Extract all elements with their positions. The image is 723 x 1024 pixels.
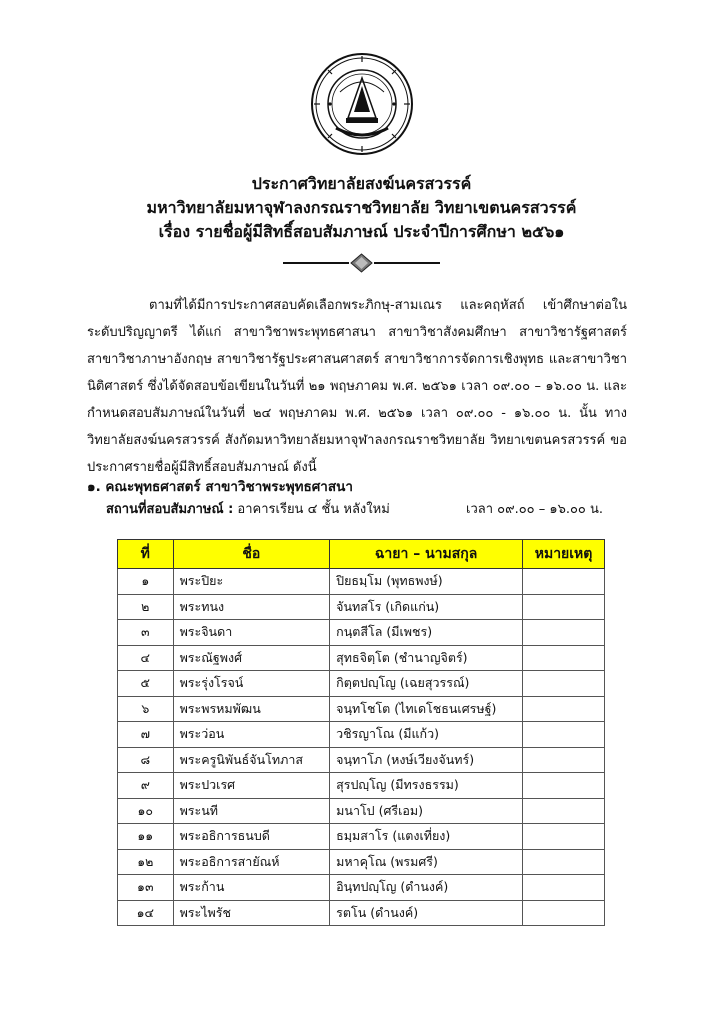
candidate-name: พระพรหมพัฒน <box>173 696 330 722</box>
row-number: ๑๓ <box>118 875 174 901</box>
candidate-name: พระปิยะ <box>173 569 330 595</box>
candidate-note <box>523 773 605 799</box>
university-name: มหาวิทยาลัยมหาจุฬาลงกรณราชวิทยาลัย วิทยาเขตนครสวรรค์ <box>146 198 577 217</box>
candidate-lastname: กิตฺตปญฺโญ (เฉยสุวรรณ์) <box>330 671 523 697</box>
candidate-note <box>523 824 605 850</box>
candidate-lastname: ธมฺมสาโร (แตงเที่ยง) <box>330 824 523 850</box>
candidate-name: พระก้าน <box>173 875 330 901</box>
table-row <box>118 645 605 671</box>
candidate-note <box>523 671 605 697</box>
table-row <box>118 849 605 875</box>
candidate-lastname: มนาโป (ศรีเอม) <box>330 798 523 824</box>
candidate-note <box>523 645 605 671</box>
candidate-name: พระรุ่งโรจน์ <box>173 671 330 697</box>
intro-paragraph <box>87 292 627 481</box>
table-row <box>118 620 605 646</box>
candidate-note <box>523 569 605 595</box>
candidate-name: พระณัฐพงศ์ <box>173 645 330 671</box>
table-row <box>118 824 605 850</box>
header-lastname: ฉายา – นามสกุล <box>330 540 523 569</box>
row-number: ๑๒ <box>118 849 174 875</box>
candidate-name: พระอธิการสายัณห์ <box>173 849 330 875</box>
candidate-lastname: ปิยธมฺโม (พุทธพงษ์) <box>330 569 523 595</box>
candidate-name: พระนที <box>173 798 330 824</box>
candidate-lastname: มหาคุโณ (พรมศรี) <box>330 849 523 875</box>
row-number: ๒ <box>118 594 174 620</box>
candidate-lastname: สุรปญฺโญ (มีทรงธรรม) <box>330 773 523 799</box>
candidate-lastname: สุทธจิตฺโต (ชำนาญจิตร์) <box>330 645 523 671</box>
candidate-note <box>523 620 605 646</box>
candidate-table <box>117 539 605 926</box>
candidate-note <box>523 594 605 620</box>
announcement-title: ประกาศวิทยาลัยสงฆ์นครสวรรค์ <box>251 174 472 193</box>
row-number: ๘ <box>118 747 174 773</box>
candidate-name: พระไพรัช <box>173 900 330 926</box>
candidate-note <box>523 798 605 824</box>
candidate-name: พระจินดา <box>173 620 330 646</box>
table-row <box>118 747 605 773</box>
candidate-lastname: จันทสโร (เกิดแก่น) <box>330 594 523 620</box>
row-number: ๑ <box>118 569 174 595</box>
table-header-row <box>118 540 605 569</box>
university-seal-logo <box>310 52 414 156</box>
intro-text: ตามที่ได้มีการประกาศสอบคัดเลือกพระภิกษุ-สามเณร และคฤหัสถ์ เข้าศึกษาต่อในระดับปริญญาตรี ได้แก่ สาขาวิชาพระพุทธศาสนา สาขาวิชาสังคมศึกษา สาขาวิชารัฐศาสตร์ สาขาวิชาภาษาอังกฤษ สาขาวิชารัฐประศาสนศาสตร์ สาขาวิชาการจัดการเชิงพุทธ และสาขาวิชานิติศาสตร์ ซึ่งได้จัดสอบข้อเขียนในวันที่ ๒๑ พฤษภาคม พ.ศ. ๒๕๖๑ เวลา ๐๙.๐๐ – ๑๖.๐๐ น. และกำหนดสอบสัมภาษณ์ในวันที่ ๒๔ พฤษภาคม พ.ศ. ๒๕๖๑ เวลา ๐๙.๐๐ - ๑๖.๐๐ น. นั้น ทางวิทยาลัยสงฆ์นครสวรรค์ สังกัดมหาวิทยาลัยมหาจุฬาลงกรณราชวิทยาลัย วิทยาเขตนครสวรรค์ ขอประกาศรายชื่อผู้มีสิทธิ์สอบสัมภาษณ์ ดังนี้ <box>87 298 627 475</box>
candidate-name: พระทนง <box>173 594 330 620</box>
row-number: ๑๑ <box>118 824 174 850</box>
candidate-lastname: รตโน (ดำนงค์) <box>330 900 523 926</box>
candidate-note <box>523 722 605 748</box>
table-row <box>118 722 605 748</box>
candidate-name: พระปวเรศ <box>173 773 330 799</box>
table-row <box>118 798 605 824</box>
interview-time: เวลา ๐๙.๐๐ – ๑๖.๐๐ น. <box>466 502 604 517</box>
candidate-name: พระครูนิพันธ์จันโทภาส <box>173 747 330 773</box>
candidate-lastname: วชิรญาโณ (มีแก้ว) <box>330 722 523 748</box>
header-no: ที่ <box>118 540 174 569</box>
venue-value: อาคารเรียน ๔ ชั้น หลังใหม่ <box>233 502 390 517</box>
candidate-name: พระอธิการธนบดี <box>173 824 330 850</box>
row-number: ๔ <box>118 645 174 671</box>
table-row <box>118 900 605 926</box>
section-heading: ๑. คณะพุทธศาสตร์ สาขาวิชาพระพุทธศาสนา <box>87 479 353 495</box>
candidate-note <box>523 696 605 722</box>
table-row <box>118 773 605 799</box>
ornamental-divider <box>283 253 440 273</box>
table-row <box>118 875 605 901</box>
candidate-lastname: จนฺทโชโต (ไทเดโชธนเศรษฐ์) <box>330 696 523 722</box>
table-row <box>118 696 605 722</box>
candidate-note <box>523 747 605 773</box>
announcement-subject: เรื่อง รายชื่อผู้มีสิทธิ์สอบสัมภาษณ์ ประจำปีการศึกษา ๒๕๖๑ <box>158 222 565 241</box>
table-row <box>118 671 605 697</box>
candidate-note <box>523 849 605 875</box>
row-number: ๗ <box>118 722 174 748</box>
candidate-lastname: กนฺตสีโล (มีเพชร) <box>330 620 523 646</box>
candidate-note <box>523 875 605 901</box>
row-number: ๖ <box>118 696 174 722</box>
header-name: ชื่อ <box>173 540 330 569</box>
announcement-title-block <box>0 172 723 244</box>
row-number: ๑๐ <box>118 798 174 824</box>
table-row <box>118 569 605 595</box>
header-note: หมายเหตุ <box>523 540 605 569</box>
row-number: ๓ <box>118 620 174 646</box>
row-number: ๙ <box>118 773 174 799</box>
row-number: ๑๔ <box>118 900 174 926</box>
table-row <box>118 594 605 620</box>
candidate-name: พระว่อน <box>173 722 330 748</box>
candidate-lastname: จนฺทาโภ (หงษ์เวียงจันทร์) <box>330 747 523 773</box>
candidate-note <box>523 900 605 926</box>
venue-label: สถานที่สอบสัมภาษณ์ : <box>106 502 234 517</box>
row-number: ๕ <box>118 671 174 697</box>
candidate-lastname: อินฺทปญฺโญ (ดำนงค์) <box>330 875 523 901</box>
interview-venue <box>106 498 606 519</box>
